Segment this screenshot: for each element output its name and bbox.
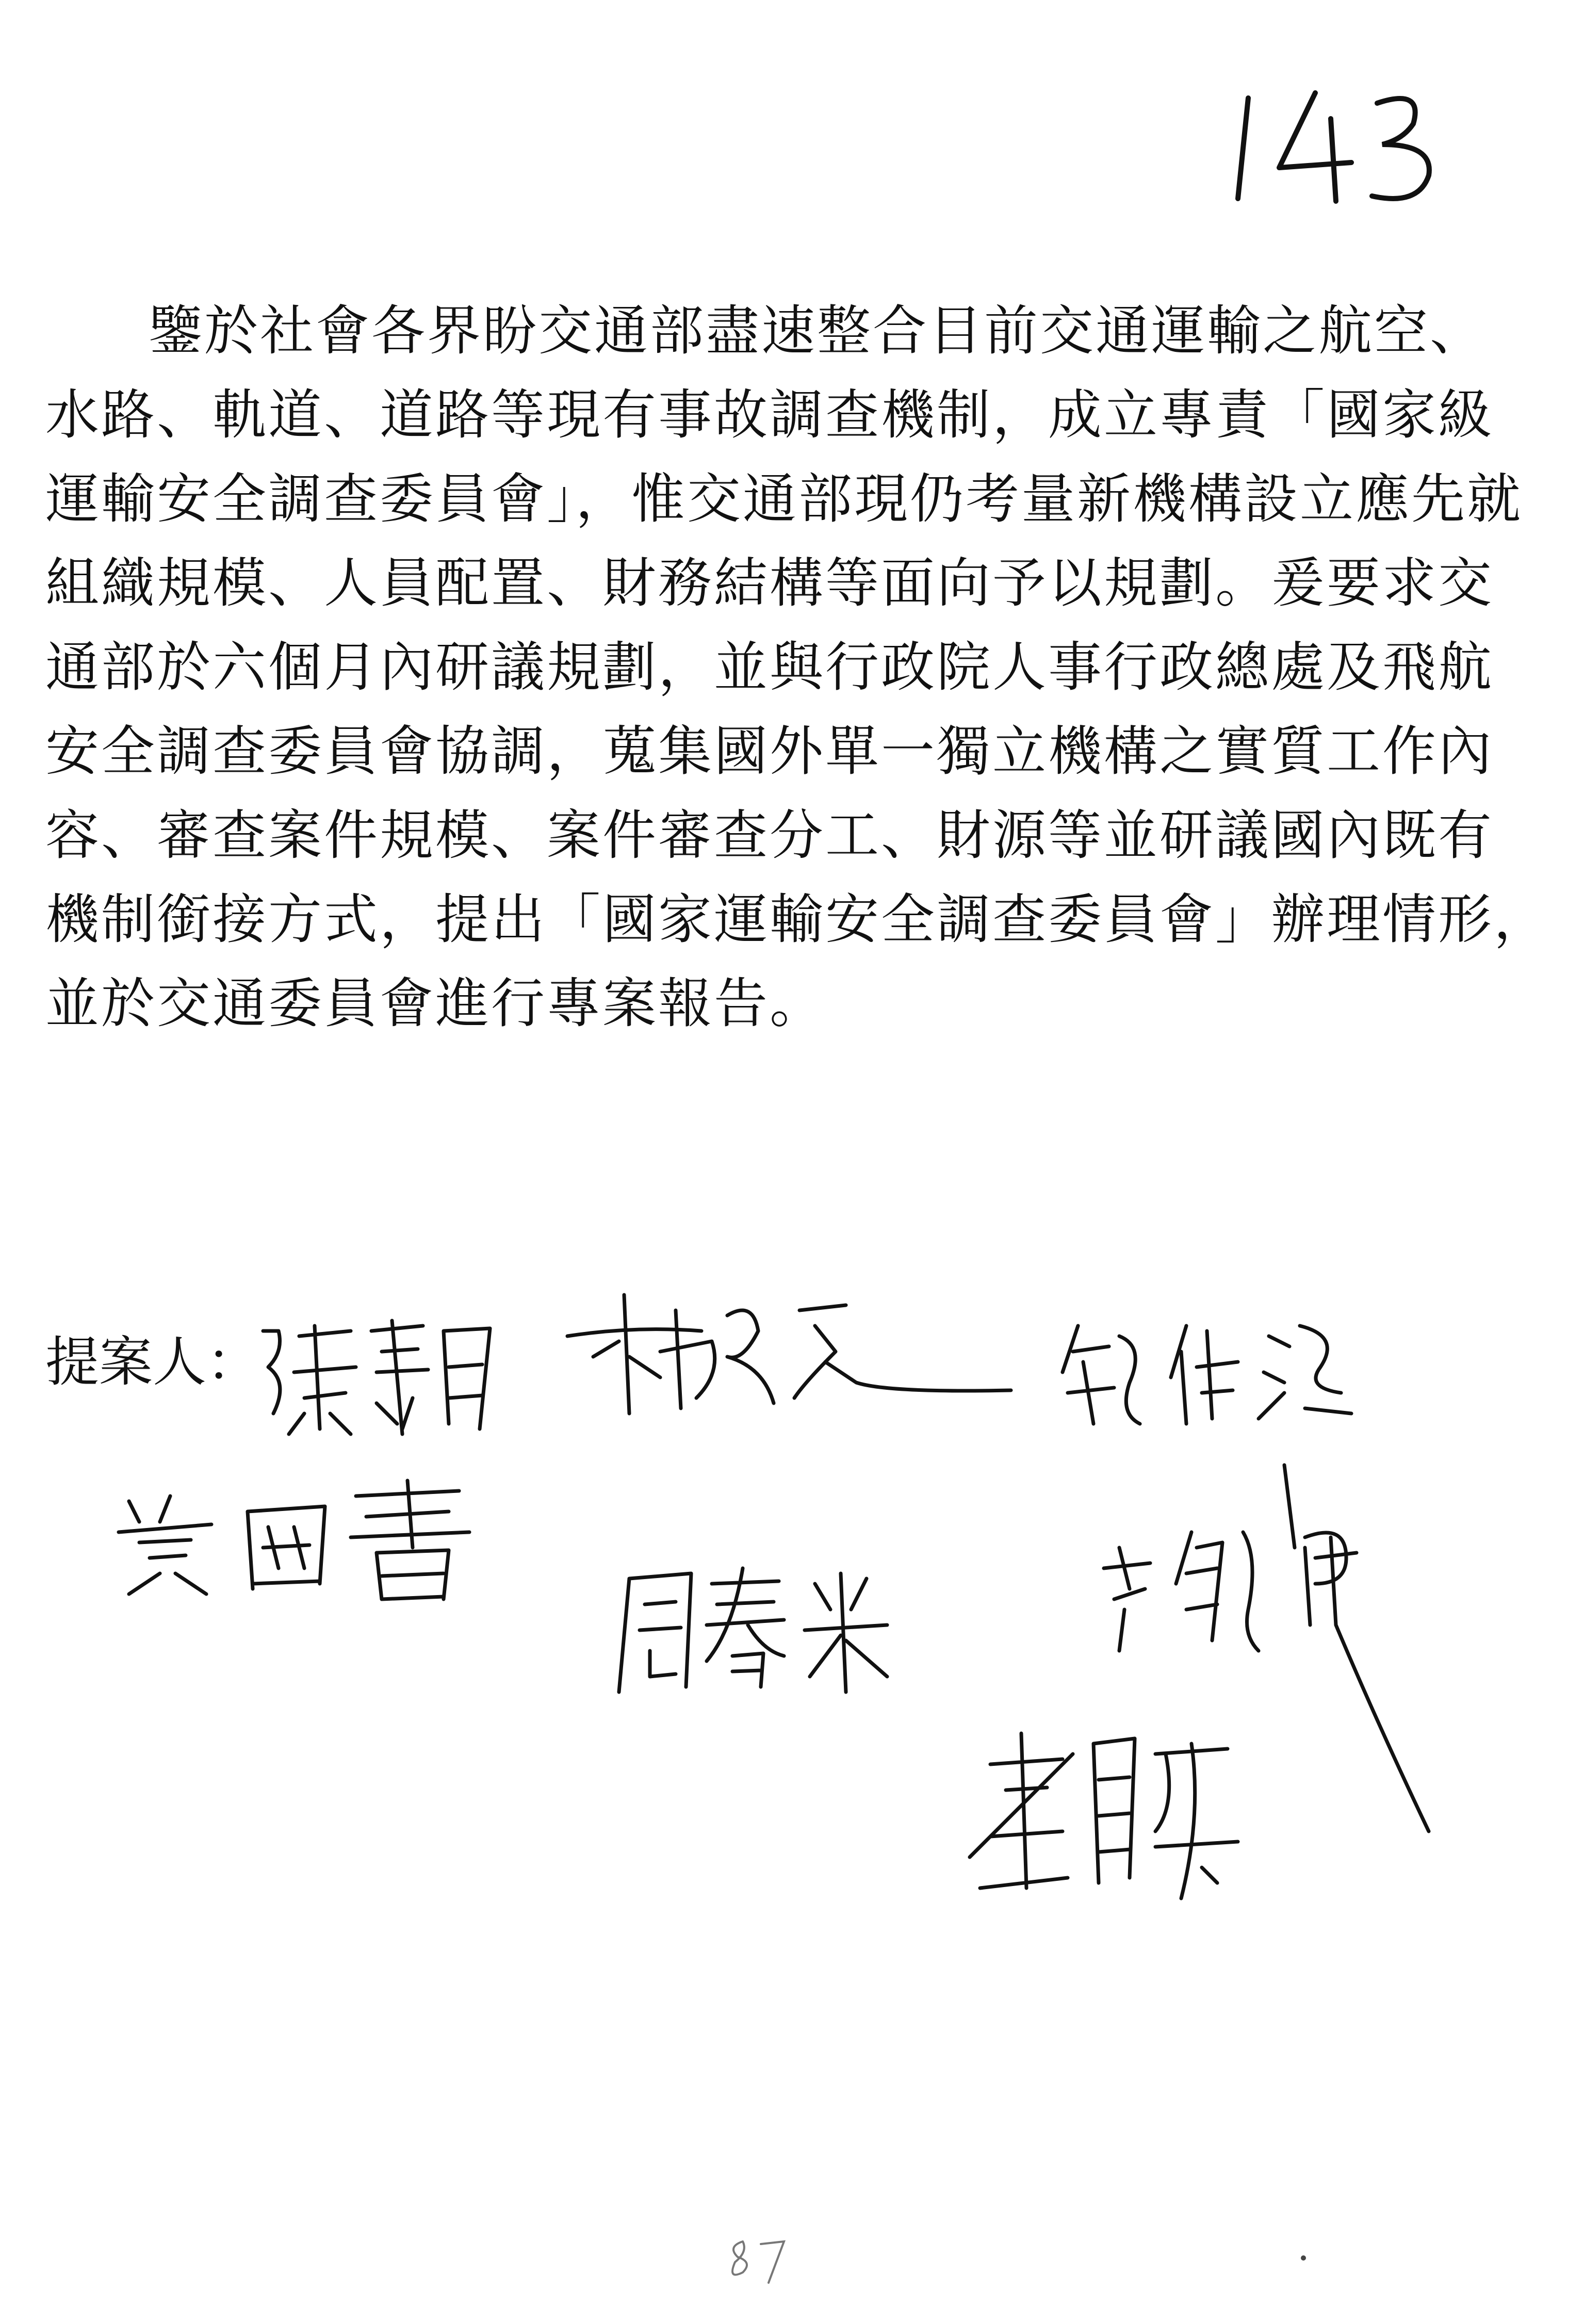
body-line: 容、審查案件規模、案件審查分工、財源等並研議國內既有 xyxy=(45,804,1494,867)
body-line: 通部於六個月內研議規劃，並與行政院人事行政總處及飛航 xyxy=(45,636,1494,698)
scan-speck xyxy=(1301,2255,1306,2261)
body-line: 安全調查委員會協調，蒐集國外單一獨立機構之實質工作內 xyxy=(45,720,1494,783)
signature-2 xyxy=(557,1279,1021,1434)
proposal-body xyxy=(45,289,1550,1046)
body-line: 並於交通委員會進行專案報告。 xyxy=(45,972,826,1035)
signature-3 xyxy=(1052,1305,1362,1439)
signature-5 xyxy=(609,1553,897,1702)
signature-7 xyxy=(959,1713,1248,1909)
proposer-label: 提案人： xyxy=(45,1330,260,1393)
handwritten-page-number xyxy=(1228,77,1455,212)
signature-4 xyxy=(108,1475,490,1610)
handwritten-footer-number xyxy=(722,2231,794,2288)
body-line: 組織規模、人員配置、財務結構等面向予以規劃。爰要求交 xyxy=(45,551,1494,614)
body-line: 鑒於社會各界盼交通部盡速整合目前交通運輸之航空、 xyxy=(149,299,1486,362)
body-line: 水路、軌道、道路等現有事故調查機制，成立專責「國家級 xyxy=(45,383,1494,446)
signature-1 xyxy=(248,1310,516,1444)
body-line: 運輸安全調查委員會」，惟交通部現仍考量新機構設立應先就 xyxy=(45,467,1523,530)
body-line: 機制銜接方式，提出「國家運輸安全調查委員會」辦理情形， xyxy=(45,888,1550,951)
